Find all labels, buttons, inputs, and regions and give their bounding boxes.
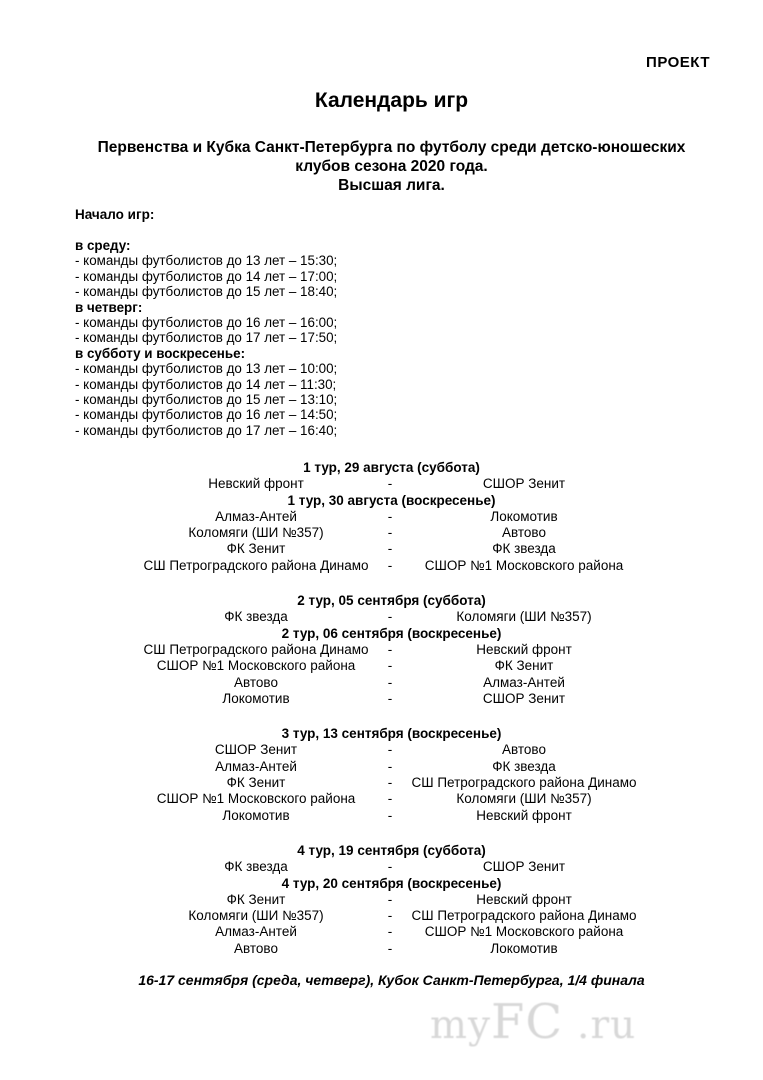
vs-separator: - (387, 924, 393, 940)
home-team: Невский фронт (208, 476, 304, 492)
vs-separator: - (387, 658, 393, 674)
away-team: Невский фронт (476, 891, 572, 907)
page-title: Календарь игр (314, 89, 469, 112)
watermark (430, 994, 636, 1050)
vs-separator: - (387, 859, 393, 875)
match-row (134, 476, 708, 492)
away-team: ФК Зенит (494, 658, 554, 674)
round-date-header: 4 тур, 19 сентября (суббота) (297, 842, 486, 858)
away-team: СШ Петроградского района Динамо (411, 775, 637, 791)
round-block (75, 460, 708, 574)
home-team: ФК звезда (224, 609, 288, 625)
away-team: ФК звезда (492, 758, 556, 774)
match-row (134, 808, 708, 824)
home-team: Алмаз-Антей (215, 758, 297, 774)
match-row (134, 775, 708, 791)
time-line: - команды футболистов до 16 лет – 16:00; (75, 315, 338, 331)
vs-separator: - (387, 940, 393, 956)
round-date-header: 2 тур, 05 сентября (суббота) (297, 593, 486, 609)
away-team: Коломяги (ШИ №357) (456, 609, 592, 625)
vs-separator: - (387, 674, 393, 690)
match-row (134, 759, 708, 775)
round-block (75, 843, 708, 957)
away-team: СШОР Зенит (482, 859, 566, 875)
match-row (134, 859, 708, 875)
match-row (134, 609, 708, 625)
match-row (134, 658, 708, 674)
start-times-heading: Начало игр: (75, 207, 155, 222)
day-header: в четверг: (75, 299, 143, 315)
vs-separator: - (387, 775, 393, 791)
vs-separator: - (387, 541, 393, 557)
time-line: - команды футболистов до 13 лет – 15:30; (75, 253, 338, 269)
match-row (134, 941, 708, 957)
home-team: ФК звезда (224, 859, 288, 875)
vs-separator: - (387, 641, 393, 657)
home-team: Коломяги (ШИ №357) (188, 908, 324, 924)
home-team: СШ Петроградского района Динамо (143, 641, 369, 657)
round-block (75, 726, 708, 824)
time-line: - команды футболистов до 17 лет – 16:40; (75, 422, 338, 438)
match-row (134, 558, 708, 574)
vs-separator: - (387, 758, 393, 774)
away-team: Невский фронт (476, 807, 572, 823)
document-subtitle (65, 138, 718, 195)
watermark-part-fc: FC (491, 994, 564, 1050)
home-team: Автово (234, 674, 278, 690)
match-row (134, 541, 708, 557)
home-team: Алмаз-Антей (215, 508, 297, 524)
match-row (134, 691, 708, 707)
home-team: ФК Зенит (226, 891, 286, 907)
home-team: ФК Зенит (226, 541, 286, 557)
subtitle-line: клубов сезона 2020 года. (295, 158, 488, 175)
watermark-part-ru: .ru (577, 1003, 637, 1048)
vs-separator: - (387, 609, 393, 625)
vs-separator: - (387, 908, 393, 924)
vs-separator: - (387, 508, 393, 524)
away-team: Локомотив (490, 940, 558, 956)
away-team: СШОР №1 Московского района (424, 924, 624, 940)
time-line: - команды футболистов до 15 лет – 18:40; (75, 284, 338, 300)
round-date-header: 1 тур, 29 августа (суббота) (303, 460, 480, 475)
vs-separator: - (387, 476, 393, 492)
vs-separator: - (387, 557, 393, 573)
vs-separator: - (387, 791, 393, 807)
subtitle-line: Первенства и Кубка Санкт-Петербурга по футболу среди детско-юношеских (97, 139, 686, 156)
match-row (134, 675, 708, 691)
time-line: - команды футболистов до 17 лет – 17:50; (75, 330, 338, 346)
away-team: СШОР №1 Московского района (424, 557, 624, 573)
vs-separator: - (387, 807, 393, 823)
home-team: Локомотив (222, 807, 290, 823)
match-row (134, 642, 708, 658)
home-team: ФК Зенит (226, 775, 286, 791)
match-row (134, 908, 708, 924)
round-date-header: 1 тур, 30 августа (воскресенье) (287, 492, 496, 508)
time-line: - команды футболистов до 14 лет – 11:30; (75, 376, 337, 392)
home-team: Автово (234, 940, 278, 956)
home-team: СШОР №1 Московского района (156, 658, 356, 674)
start-times-list (75, 238, 337, 438)
vs-separator: - (387, 742, 393, 758)
round-date-header: 3 тур, 13 сентября (воскресенье) (281, 726, 502, 742)
home-team: СШ Петроградского района Динамо (143, 557, 369, 573)
cup-note: 16-17 сентября (среда, четверг), Кубок Санкт-Петербурга, 1/4 финала (138, 972, 645, 988)
round-date-header: 2 тур, 06 сентября (воскресенье) (281, 625, 502, 641)
project-label: ПРОЕКТ (646, 54, 710, 71)
home-team: Коломяги (ШИ №357) (188, 525, 324, 541)
round-block (75, 593, 708, 707)
time-line: - команды футболистов до 16 лет – 14:50; (75, 407, 338, 423)
subtitle-line: Высшая лига. (338, 177, 445, 194)
vs-separator: - (387, 525, 393, 541)
home-team: СШОР №1 Московского района (156, 791, 356, 807)
time-line: - команды футболистов до 13 лет – 10:00; (75, 361, 338, 377)
match-row (134, 509, 708, 525)
away-team: Коломяги (ШИ №357) (456, 791, 592, 807)
round-date-header: 4 тур, 20 сентября (воскресенье) (281, 875, 502, 891)
away-team: Локомотив (490, 508, 558, 524)
home-team: Локомотив (222, 690, 290, 706)
away-team: СШ Петроградского района Динамо (411, 908, 637, 924)
match-row (134, 791, 708, 807)
match-row (134, 742, 708, 758)
match-row (134, 525, 708, 541)
away-team: СШОР Зенит (482, 476, 566, 492)
time-line: - команды футболистов до 14 лет – 17:00; (75, 268, 338, 284)
vs-separator: - (387, 690, 393, 706)
away-team: Автово (502, 742, 546, 758)
day-header: в субботу и воскресенье: (75, 345, 246, 361)
rounds (75, 460, 708, 976)
match-row (134, 892, 708, 908)
vs-separator: - (387, 891, 393, 907)
away-team: Невский фронт (476, 641, 572, 657)
time-line: - команды футболистов до 15 лет – 13:10; (75, 392, 338, 408)
away-team: Алмаз-Антей (483, 674, 565, 690)
watermark-part-my: my (430, 1003, 492, 1048)
home-team: Алмаз-Антей (215, 924, 297, 940)
away-team: Автово (502, 525, 546, 541)
day-header: в среду: (75, 238, 131, 253)
away-team: ФК звезда (492, 541, 556, 557)
home-team: СШОР Зенит (214, 742, 298, 758)
match-row (134, 924, 708, 940)
away-team: СШОР Зенит (482, 690, 566, 706)
